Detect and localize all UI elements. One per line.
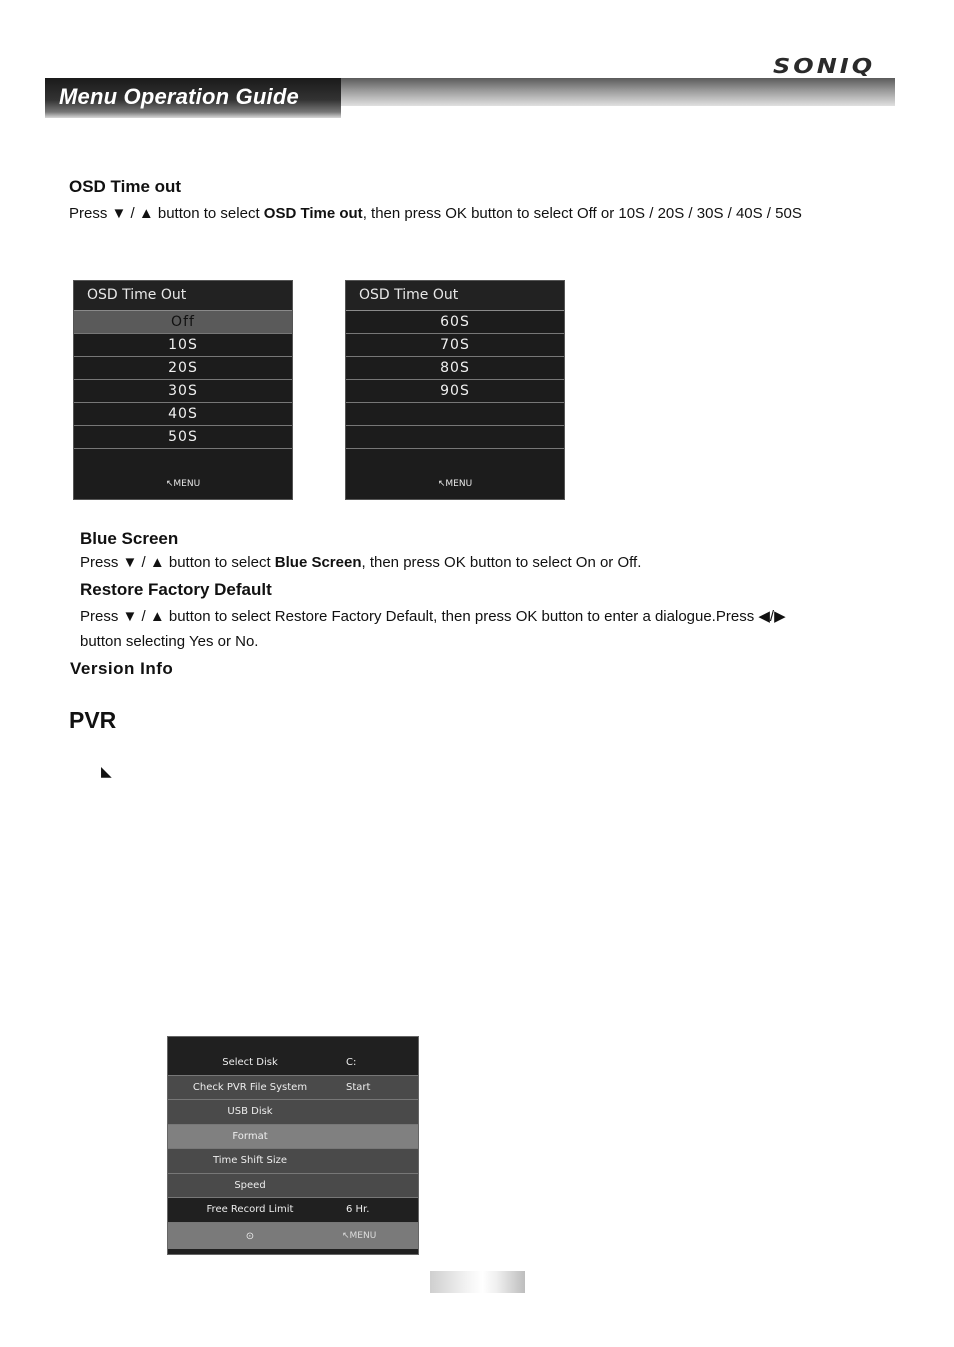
pvr-row-label: Format [232,1130,268,1142]
brand-logo: SONIQ [773,54,876,78]
pvr-row-free-record-limit[interactable] [168,1198,418,1223]
osd-option[interactable]: 60S [346,311,564,334]
pvr-menu-panel [167,1036,419,1255]
osd-option[interactable]: 80S [346,357,564,380]
pvr-row-format[interactable] [168,1125,418,1150]
bullet-icon: ◣ [101,763,112,779]
osd-option[interactable]: Off [74,311,292,334]
pvr-row-check-file-system[interactable] [168,1076,418,1101]
pvr-row-label: Time Shift Size [212,1155,288,1166]
version-heading: Version Info [70,659,174,678]
pvr-row-label: Speed [234,1179,266,1191]
osd-option[interactable]: 20S [74,357,292,380]
menu-back-hint: ↖MENU [165,479,201,489]
page-number-box [430,1271,525,1293]
pvr-row-value: Start [346,1081,371,1093]
pvr-heading: PVR [69,707,117,733]
pvr-panel-top-spacer [168,1037,418,1051]
osd-panel-title: OSD Time Out [74,281,292,311]
osd-option[interactable]: 70S [346,334,564,357]
pvr-row-label: Check PVR File System [192,1081,308,1093]
restore-description-line1: Press ▼ / ▲ button to select Restore Factory Default, then press OK button to enter a dialogue.Press ◀/▶ [80,608,786,625]
osd-panel-left [73,280,293,500]
page-title: Menu Operation Guide [59,84,299,109]
ok-icon: ⊙ [245,1230,255,1242]
menu-back-hint: ↖MENU [437,479,473,489]
pvr-row-time-shift-size[interactable] [168,1149,418,1174]
pvr-row-speed[interactable] [168,1174,418,1199]
osd-option[interactable]: 10S [74,334,292,357]
restore-heading: Restore Factory Default [80,580,272,599]
osd-description: Press ▼ / ▲ button to select OSD Time out, then press OK button to select Off or 10S / 20S / 30S / 40S / 50S [69,205,802,222]
blue-screen-description: Press ▼ / ▲ button to select Blue Screen, then press OK button to select On or Off. [80,554,642,571]
osd-option-empty [346,403,564,426]
restore-description-line2: button selecting Yes or No. [80,633,259,650]
osd-heading: OSD Time out [69,177,182,196]
osd-option[interactable]: 40S [74,403,292,426]
pvr-row-value: C: [346,1057,357,1068]
blue-screen-heading: Blue Screen [80,529,179,548]
pvr-row-label: Free Record Limit [206,1204,294,1215]
pvr-row-label: Select Disk [222,1057,278,1068]
osd-option[interactable]: 30S [74,380,292,403]
pvr-footer [168,1223,418,1249]
pvr-row-label: USB Disk [227,1106,273,1117]
pvr-row-select-disk[interactable] [168,1051,418,1076]
osd-option[interactable]: 90S [346,380,564,403]
osd-option-empty [346,426,564,449]
menu-back-hint: ↖MENU [342,1230,377,1241]
pvr-row-value: 6 Hr. [346,1204,370,1215]
osd-panel-right [345,280,565,500]
osd-panel-title: OSD Time Out [346,281,564,311]
pvr-row-usb-disk[interactable] [168,1100,418,1125]
osd-option[interactable]: 50S [74,426,292,449]
